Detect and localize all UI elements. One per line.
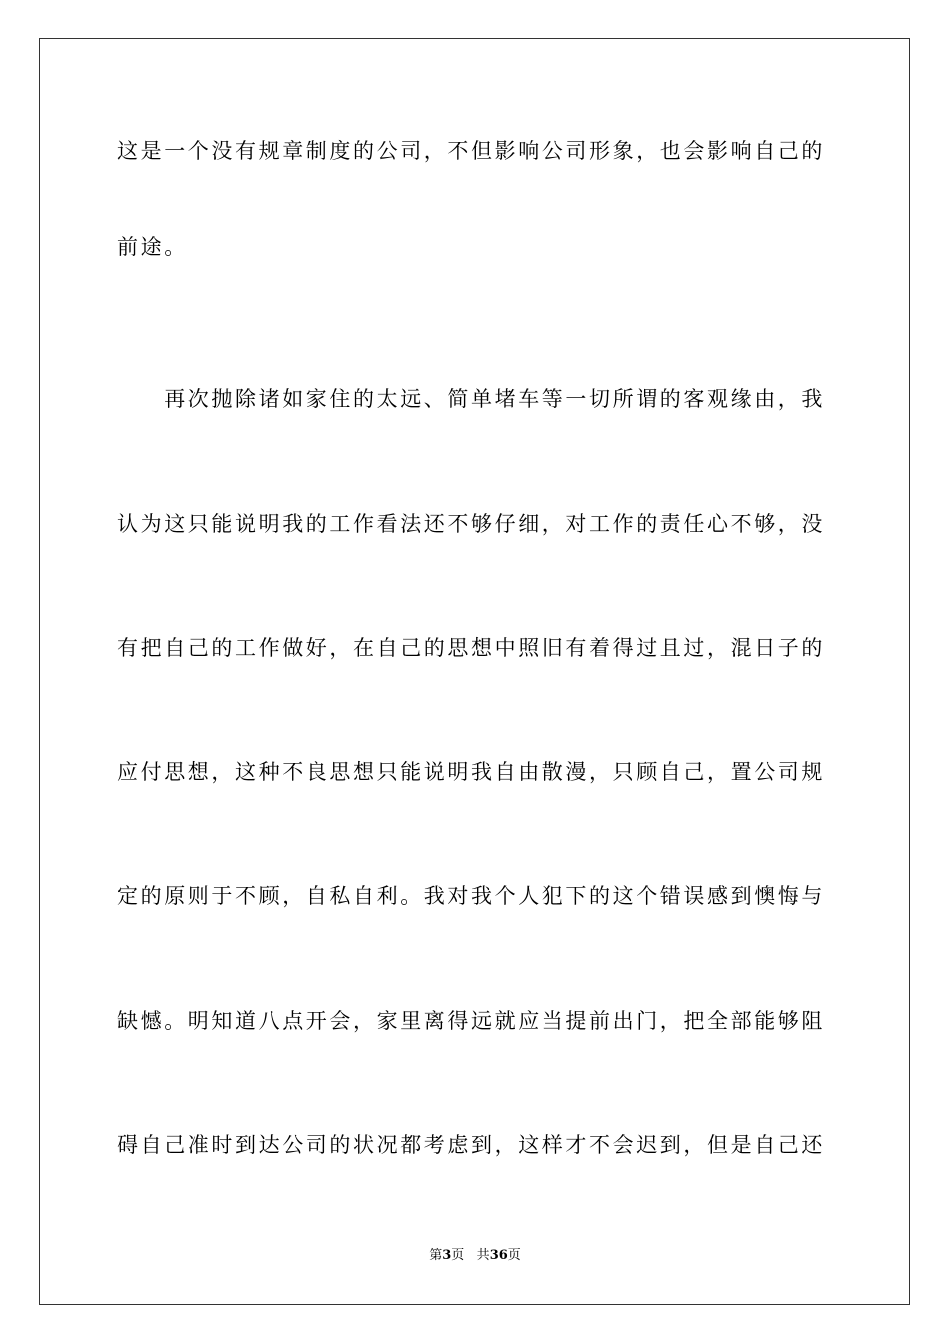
body-text-line-9: 碍自己准时到达公司的状况都考虑到，这样才不会迟到，但是自己还 bbox=[117, 1133, 825, 1157]
footer-page-number: 3 bbox=[442, 1248, 452, 1263]
page-footer bbox=[0, 1247, 950, 1265]
body-text-line-6: 应付思想，这种不良思想只能说明我自由散漫，只顾自己，置公司规 bbox=[117, 760, 825, 784]
footer-page-suffix: 页 bbox=[451, 1248, 465, 1263]
footer-total-suffix: 页 bbox=[507, 1248, 521, 1263]
footer-total-prefix: 共 bbox=[476, 1248, 490, 1263]
body-text-line-3: 再次抛除诸如家住的太远、简单堵车等一切所谓的客观缘由，我 bbox=[117, 387, 825, 411]
footer-page-prefix: 第 bbox=[429, 1248, 443, 1263]
body-text-line-7: 定的原则于不顾，自私自利。我对我个人犯下的这个错误感到懊悔与 bbox=[117, 884, 825, 908]
body-text-line-2: 前途。 bbox=[117, 235, 188, 259]
body-text-line-4: 认为这只能说明我的工作看法还不够仔细，对工作的责任心不够，没 bbox=[117, 512, 825, 536]
body-text-line-5: 有把自己的工作做好，在自己的思想中照旧有着得过且过，混日子的 bbox=[117, 636, 825, 660]
body-text-line-8: 缺憾。明知道八点开会，家里离得远就应当提前出门，把全部能够阻 bbox=[117, 1009, 825, 1033]
body-text-line-1: 这是一个没有规章制度的公司，不但影响公司形象，也会影响自己的 bbox=[117, 139, 825, 163]
footer-total-pages: 36 bbox=[489, 1248, 508, 1263]
page-border bbox=[39, 38, 910, 1305]
